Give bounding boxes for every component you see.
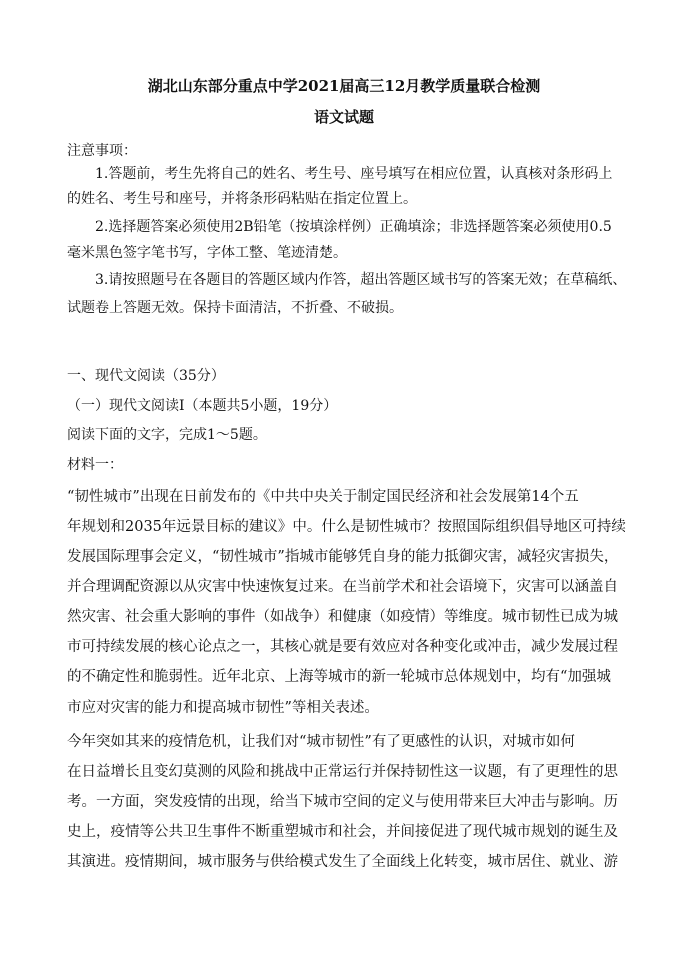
passage-line: 发展国际理事会定义，“韧性城市”指城市能够凭自身的能力抵御灾害，减轻灾害损失，	[67, 549, 619, 565]
notice-line: 毫米黑色签字笔书写，字体工整、笔迹清楚。	[67, 245, 347, 261]
material-label: 材料一：	[67, 457, 123, 473]
passage-line: 其演进。疫情期间，城市服务与供给模式发生了全面线上化转变，城市居住、就业、游	[67, 854, 618, 870]
passage-line: 考。一方面，突发疫情的出现，给当下城市空间的定义与使用带来巨大冲击与影响。历	[67, 794, 618, 810]
passage-line: 史上，疫情等公共卫生事件不断重塑城市和社会，并间接促进了现代城市规划的诞生及	[67, 824, 618, 840]
passage-line: 市可持续发展的核心论点之一，其核心就是要有效应对各种变化或冲击，减少发展过程	[67, 639, 618, 655]
notice-line: 1.答题前，考生先将自己的姓名、考生号、座号填写在相应位置，认真核对条形码上	[95, 166, 613, 182]
passage-line: 在日益增长且变幻莫测的风险和挑战中正常运行并保持韧性这一议题，有了更理性的思	[67, 764, 618, 780]
passage-line: 的不确定性和脆弱性。近年北京、上海等城市的新一轮城市总体规划中，均有“加强城	[67, 669, 611, 685]
notice-line: 3.请按照题号在各题目的答题区域内作答，超出答题区域书写的答案无效；在草稿纸、	[95, 272, 627, 288]
passage-line: 然灾害、社会重大影响的事件（如战争）和健康（如疫情）等维度。城市韧性已成为城	[67, 609, 618, 625]
notice-line: 2.选择题答案必须使用2B铅笔（按填涂样例）正确填涂；非选择题答案必须使用0.5	[95, 219, 612, 235]
notice-line: 试题卷上答题无效。保持卡面清洁，不折叠、不破损。	[67, 300, 403, 316]
passage-line: 今年突如其来的疫情危机，让我们对“城市韧性”有了更感性的认识，对城市如何	[67, 734, 575, 750]
reading-instruction: 阅读下面的文字，完成1～5题。	[67, 427, 267, 443]
passage-line: 并合理调配资源以从灾害中快速恢复过来。在当前学术和社会语境下，灾害可以涵盖自	[67, 579, 618, 595]
passage-line: 年规划和2035年远景目标的建议》中。什么是韧性城市？按照国际组织倡导地区可持续	[67, 519, 626, 535]
notice-heading: 注意事项：	[67, 143, 137, 159]
passage-line: 市应对灾害的能力和提高城市韧性”等相关表述。	[67, 700, 379, 716]
exam-subtitle: 语文试题	[313, 108, 374, 126]
sub-section-heading: （一）现代文阅读Ⅰ（本题共5小题，19分）	[67, 398, 338, 414]
notice-line: 的姓名、考生号和座号，并将条形码粘贴在指定位置上。	[67, 191, 417, 207]
passage-line: “韧性城市”出现在日前发布的《中共中央关于制定国民经济和社会发展第14个五	[67, 489, 579, 505]
exam-title: 湖北山东部分重点中学2021届高三12月教学质量联合检测	[147, 77, 541, 95]
section-heading: 一、现代文阅读（35分）	[67, 368, 225, 384]
